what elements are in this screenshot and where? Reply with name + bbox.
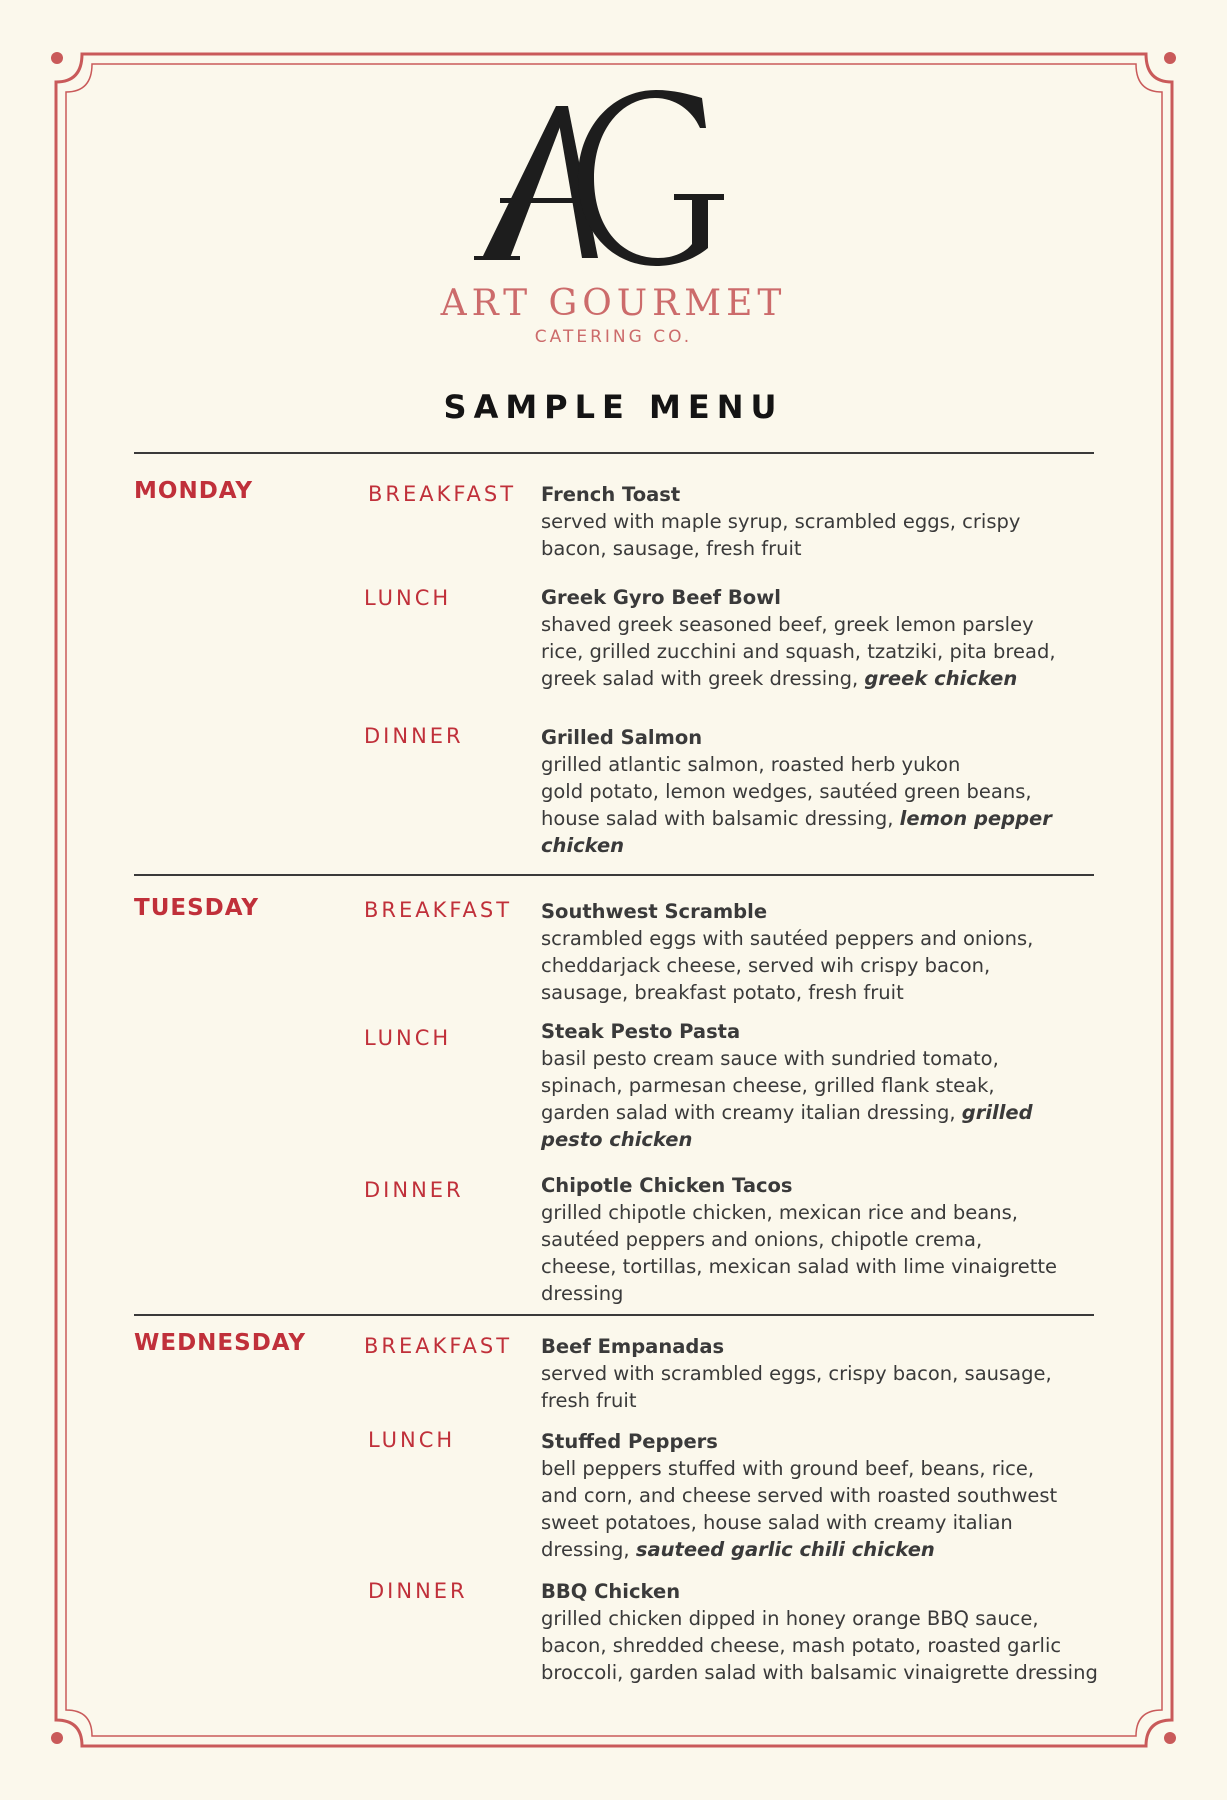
corner-dot-bottom-right — [1164, 1732, 1176, 1744]
menu-item-description — [541, 611, 1151, 692]
corner-dot-top-right — [1164, 52, 1176, 64]
corner-dot-top-left — [51, 52, 63, 64]
menu-item-name: Beef Empanadas — [541, 1335, 725, 1358]
menu-item — [541, 898, 1151, 1006]
meal-label-lunch: LUNCH — [364, 586, 452, 610]
menu-item — [541, 481, 1151, 562]
meal-label-breakfast: BREAKFAST — [368, 482, 517, 506]
section-divider — [134, 452, 1094, 454]
menu-item — [541, 1428, 1151, 1563]
section-divider — [134, 1314, 1094, 1316]
day-label-monday: MONDAY — [134, 478, 254, 504]
menu-item-description-text: bell peppers stuffed with ground beef, beans, rice, and corn, and cheese served with roasted southwest sweet potatoes, house salad with creamy italian dressing, — [541, 1457, 1058, 1561]
meal-label-dinner: DINNER — [364, 724, 464, 748]
meal-label-dinner: DINNER — [368, 1579, 468, 1603]
page-title: SAMPLE MENU — [443, 388, 784, 426]
day-label-wednesday: WEDNESDAY — [134, 1330, 307, 1356]
menu-item-alternative: greek chicken — [864, 667, 1018, 690]
menu-item-description — [541, 751, 1151, 859]
meal-label-dinner: DINNER — [364, 1178, 464, 1202]
menu-item — [541, 1333, 1151, 1414]
menu-item-description — [541, 1045, 1151, 1153]
menu-item — [541, 724, 1151, 859]
menu-item-description — [541, 1360, 1151, 1414]
menu-item — [541, 1018, 1151, 1153]
brand-subtitle: CATERING CO. — [534, 327, 693, 347]
menu-item-description — [541, 1605, 1151, 1686]
meal-label-breakfast: BREAKFAST — [364, 1334, 513, 1358]
meal-label-lunch: LUNCH — [364, 1026, 452, 1050]
menu-item — [541, 584, 1151, 692]
menu-item-description — [541, 1455, 1151, 1563]
menu-item — [541, 1578, 1151, 1686]
menu-item-description-text: scrambled eggs with sautéed peppers and onions, cheddarjack cheese, served wih crispy bacon, sausage, breakfast potato, fresh fruit — [541, 927, 1034, 1004]
menu-item-description-text: shaved greek seasoned beef, greek lemon parsley rice, grilled zucchini and squash, tzatziki, pita bread, greek salad with greek dressing, — [541, 613, 1056, 690]
menu-item-description-text: served with scrambled eggs, crispy bacon, sausage, fresh fruit — [541, 1362, 1052, 1412]
menu-item-name: Greek Gyro Beef Bowl — [541, 586, 781, 609]
corner-dot-bottom-left — [51, 1732, 63, 1744]
menu-item-name: BBQ Chicken — [541, 1580, 681, 1603]
menu-item-name: Grilled Salmon — [541, 726, 703, 749]
brand-name: ART GOURMET — [440, 283, 787, 324]
section-divider — [134, 874, 1094, 876]
menu-item-description — [541, 925, 1151, 1006]
menu-item-alternative: grilled pesto chicken — [541, 1101, 1033, 1151]
menu-item — [541, 1172, 1151, 1307]
menu-item-alternative: lemon pepper chicken — [541, 807, 1052, 857]
meal-label-lunch: LUNCH — [368, 1428, 456, 1452]
menu-item-name: Stuffed Peppers — [541, 1430, 718, 1453]
menu-item-name: French Toast — [541, 483, 681, 506]
menu-item-description-text: grilled atlantic salmon, roasted herb yukon gold potato, lemon wedges, sautéed green beans, house salad with balsamic dressing, — [541, 753, 1032, 830]
menu-item-name: Steak Pesto Pasta — [541, 1020, 741, 1043]
menu-item-description — [541, 1199, 1151, 1307]
day-label-tuesday: TUESDAY — [134, 895, 259, 921]
menu-item-description — [541, 508, 1151, 562]
brand-logo-monogram — [470, 80, 760, 270]
menu-item-description-text: served with maple syrup, scrambled eggs, crispy bacon, sausage, fresh fruit — [541, 510, 1021, 560]
meal-label-breakfast: BREAKFAST — [364, 898, 513, 922]
menu-item-description-text: grilled chipotle chicken, mexican rice and beans, sautéed peppers and onions, chipotle crema, cheese, tortillas, mexican salad with lime vinaigrette dressing — [541, 1201, 1058, 1305]
menu-item-name: Southwest Scramble — [541, 900, 768, 923]
menu-item-description-text: grilled chicken dipped in honey orange BBQ sauce, bacon, shredded cheese, mash potato, roasted garlic broccoli, garden salad with balsamic vinaigrette dressing — [541, 1607, 1098, 1684]
menu-item-description-text: basil pesto cream sauce with sundried tomato, spinach, parmesan cheese, grilled flank steak, garden salad with creamy italian dressing, — [541, 1047, 999, 1124]
menu-item-name: Chipotle Chicken Tacos — [541, 1174, 793, 1197]
menu-item-alternative: sauteed garlic chili chicken — [635, 1538, 935, 1561]
